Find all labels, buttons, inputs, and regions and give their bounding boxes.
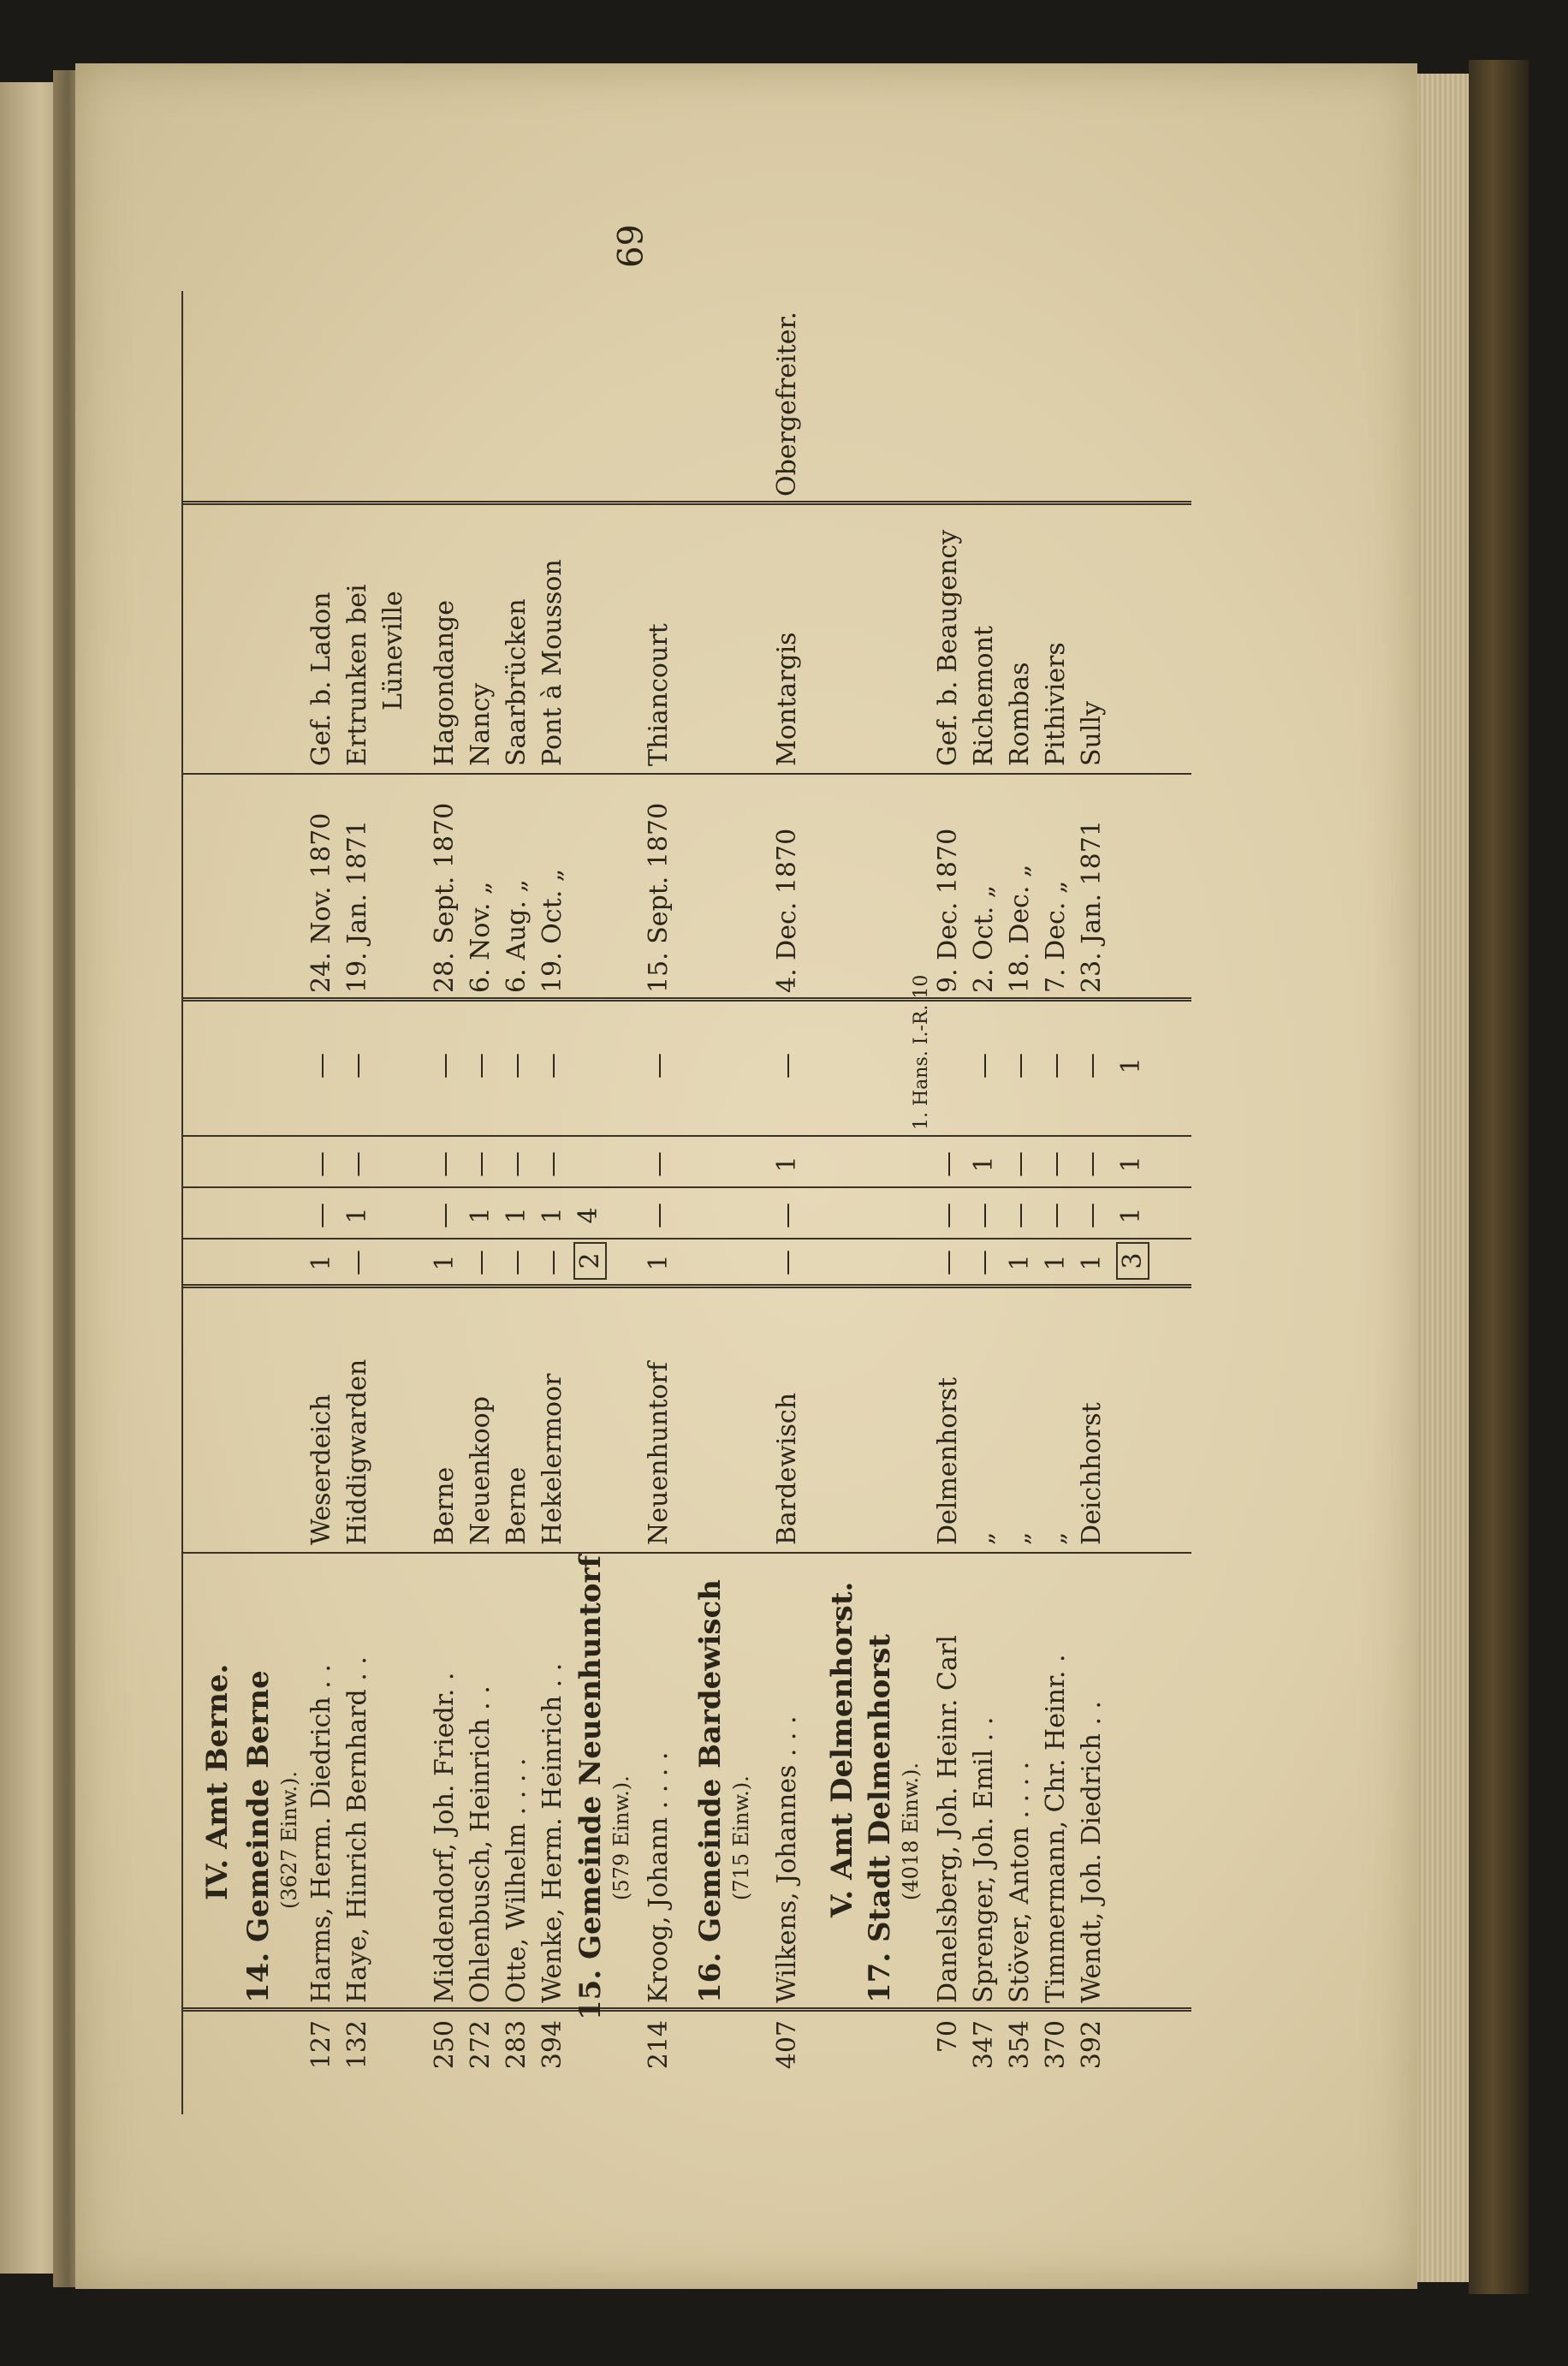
amt-heading: V. Amt Delmenhorst. bbox=[825, 1581, 859, 1917]
table-row bbox=[1077, 291, 1111, 2114]
count-col-4: — bbox=[466, 1053, 496, 1079]
table-row bbox=[772, 291, 806, 2114]
page-stack-edge bbox=[1417, 74, 1469, 2282]
subtotal-row bbox=[1116, 291, 1150, 2114]
location: Rombas bbox=[1005, 662, 1035, 766]
location: Richemont bbox=[969, 626, 999, 766]
date: 24. Nov. 1870 bbox=[306, 812, 336, 993]
location: Lüneville bbox=[378, 591, 408, 710]
count-col-2: — bbox=[969, 1203, 999, 1228]
count-col-1: 1 bbox=[1041, 1254, 1071, 1271]
count-col-3: — bbox=[1077, 1151, 1107, 1177]
count-col-3: — bbox=[430, 1151, 460, 1177]
soldier-name: Otte, Wilhelm . . . . bbox=[502, 1757, 532, 2003]
count-col-4: — bbox=[342, 1053, 372, 1079]
soldier-name: Wilkens, Johannes . . . bbox=[772, 1715, 802, 2003]
soldier-name: Wenke, Herm. Heinrich . . bbox=[538, 1662, 567, 2003]
population-note: (579 Einw.). bbox=[609, 1775, 633, 1900]
soldier-name: Timmermann, Chr. Heinr. . bbox=[1041, 1654, 1071, 2003]
location: Gef. b. Ladon bbox=[306, 592, 336, 766]
location: Pithiviers bbox=[1041, 642, 1071, 766]
count-col-3: — bbox=[933, 1151, 963, 1177]
count-col-1: 1 bbox=[430, 1254, 460, 1271]
count-col-2: 1 bbox=[342, 1207, 372, 1224]
home-place: „ bbox=[1005, 1531, 1035, 1545]
count-col-1: — bbox=[538, 1250, 567, 1275]
location: Montargis bbox=[772, 632, 802, 766]
count-col-1: — bbox=[772, 1250, 802, 1275]
table-row bbox=[1041, 291, 1075, 2114]
table-row bbox=[1005, 291, 1039, 2114]
roll-number: 347 bbox=[969, 2020, 999, 2070]
date: 6. Aug. „ bbox=[502, 879, 532, 993]
count-col-3: — bbox=[342, 1151, 372, 1177]
count-col-3: 1 bbox=[969, 1156, 999, 1173]
date: 2. Oct. „ bbox=[969, 884, 999, 993]
roll-number: 392 bbox=[1077, 2020, 1107, 2070]
count-col-3: — bbox=[1041, 1151, 1071, 1177]
subtotal-row bbox=[573, 291, 608, 2114]
table-row bbox=[466, 291, 500, 2114]
count-col-1: — bbox=[502, 1250, 532, 1275]
count-col-4: — bbox=[1005, 1053, 1035, 1079]
count-col-1: — bbox=[969, 1250, 999, 1275]
table-row bbox=[644, 291, 678, 2114]
casualty-table bbox=[181, 291, 1191, 2114]
roll-number: 283 bbox=[502, 2020, 532, 2070]
count-col-4: — bbox=[772, 1053, 802, 1079]
roll-number: 370 bbox=[1041, 2020, 1071, 2070]
home-place: Bardewisch bbox=[772, 1392, 802, 1545]
table-row bbox=[502, 291, 536, 2114]
soldier-name: Sprenger, Joh. Emil . . bbox=[969, 1716, 999, 2003]
date: 15. Sept. 1870 bbox=[644, 802, 674, 993]
date: 19. Oct. „ bbox=[538, 868, 567, 993]
location: Saarbrücken bbox=[502, 598, 532, 766]
count-col-4: — bbox=[502, 1053, 532, 1079]
roll-number: 250 bbox=[430, 2020, 460, 2070]
home-place: Hiddigwarden bbox=[342, 1358, 372, 1545]
count-col-4: — bbox=[1077, 1053, 1107, 1079]
population-note: (715 Einw.). bbox=[729, 1775, 753, 1900]
roll-number: 132 bbox=[342, 2020, 372, 2070]
table-row bbox=[378, 291, 413, 2114]
roll-number: 272 bbox=[466, 2020, 496, 2070]
gemeinde-heading: 16. Gemeinde Bardewisch bbox=[693, 1579, 728, 2003]
count-col-2: — bbox=[1077, 1203, 1107, 1228]
date: 6. Nov. „ bbox=[466, 881, 496, 993]
location: Hagondange bbox=[430, 599, 460, 766]
count-col-4: — bbox=[306, 1053, 336, 1079]
home-place: Neuenhuntorf bbox=[644, 1362, 674, 1545]
table-row bbox=[430, 291, 464, 2114]
count-col-1: — bbox=[933, 1250, 963, 1275]
population-note: (3627 Einw.). bbox=[277, 1770, 301, 1909]
date: 23. Jan. 1871 bbox=[1077, 820, 1107, 993]
location: Thiancourt bbox=[644, 623, 674, 766]
amt-heading: IV. Amt Berne. bbox=[200, 1663, 235, 1900]
roll-number: 214 bbox=[644, 2020, 674, 2070]
location: Sully bbox=[1077, 700, 1107, 766]
location: Nancy bbox=[466, 682, 496, 766]
roll-number: 394 bbox=[538, 2020, 567, 2070]
home-place: Weserdeich bbox=[306, 1394, 336, 1545]
subtotal-col-1: 2 bbox=[573, 1242, 607, 1280]
home-place: Hekelermoor bbox=[538, 1373, 567, 1545]
count-col-1: 1 bbox=[306, 1254, 336, 1271]
subtotal-col-4: 1 bbox=[1116, 1057, 1146, 1074]
count-col-4: — bbox=[430, 1053, 460, 1079]
table-row bbox=[969, 291, 1003, 2114]
count-col-2: — bbox=[306, 1203, 336, 1228]
count-col-4: — bbox=[1041, 1053, 1071, 1079]
location: Gef. b. Beaugency bbox=[933, 529, 963, 766]
count-col-3: — bbox=[644, 1151, 674, 1177]
location: Pont à Mousson bbox=[538, 559, 567, 766]
soldier-name: Stöver, Anton . . . . bbox=[1005, 1761, 1035, 2003]
population-note: (4018 Einw.). bbox=[899, 1762, 923, 1900]
count-col-2: — bbox=[772, 1203, 802, 1228]
count-col-4: — bbox=[644, 1053, 674, 1079]
count-col-1: — bbox=[342, 1250, 372, 1275]
subtotal-col-1: 3 bbox=[1116, 1242, 1149, 1280]
subtotal-col-2: 1 bbox=[1116, 1207, 1146, 1224]
count-col-2: 1 bbox=[466, 1207, 496, 1224]
count-col-2: — bbox=[644, 1203, 674, 1228]
soldier-name: Ohlenbusch, Heinrich . . bbox=[466, 1685, 496, 2003]
date: 7. Dec. „ bbox=[1041, 880, 1071, 993]
roll-number: 354 bbox=[1005, 2020, 1035, 2070]
table-row bbox=[342, 291, 377, 2114]
count-col-2: 1 bbox=[502, 1207, 532, 1224]
home-place: „ bbox=[1041, 1531, 1071, 1545]
count-col-1: 1 bbox=[1077, 1254, 1107, 1271]
remark: Obergefreiter. bbox=[772, 311, 802, 496]
count-col-4: — bbox=[538, 1053, 567, 1079]
gemeinde-heading: 14. Gemeinde Berne bbox=[241, 1670, 276, 2003]
date: 19. Jan. 1871 bbox=[342, 820, 372, 993]
count-col-3: — bbox=[502, 1151, 532, 1177]
count-col-3: 1 bbox=[772, 1156, 802, 1173]
date: 28. Sept. 1870 bbox=[430, 802, 460, 993]
gemeinde-heading: 15. Gemeinde Neuenhuntorf bbox=[573, 1555, 608, 2020]
subtotal-col-2: 4 bbox=[573, 1207, 603, 1224]
home-place: Berne bbox=[430, 1466, 460, 1545]
count-col-3: — bbox=[538, 1151, 567, 1177]
home-place: „ bbox=[969, 1531, 999, 1545]
home-place: Deichhorst bbox=[1077, 1402, 1107, 1545]
book-cover-edge bbox=[1469, 60, 1529, 2294]
count-col-2: — bbox=[430, 1203, 460, 1228]
soldier-name: Middendorf, Joh. Friedr. . bbox=[430, 1672, 460, 2003]
date: 9. Dec. 1870 bbox=[933, 828, 963, 993]
stadt-heading: 17. Stadt Delmenhorst bbox=[863, 1633, 897, 2003]
count-col-3: — bbox=[306, 1151, 336, 1177]
home-place: Berne bbox=[502, 1466, 532, 1545]
soldier-name: Kroog, Johann . . . . bbox=[644, 1751, 674, 2003]
soldier-name: Danelsberg, Joh. Heinr. Carl bbox=[933, 1635, 963, 2003]
table-row bbox=[538, 291, 572, 2114]
subtotal-col-3: 1 bbox=[1116, 1156, 1146, 1173]
home-place: Delmenhorst bbox=[933, 1376, 963, 1545]
table-top-rule bbox=[181, 291, 183, 2114]
roll-number: 407 bbox=[772, 2020, 802, 2070]
date: 18. Dec. „ bbox=[1005, 864, 1035, 993]
count-col-2: 1 bbox=[538, 1207, 567, 1224]
roll-number: 70 bbox=[933, 2020, 963, 2054]
soldier-name: Harms, Herm. Diedrich . . bbox=[306, 1664, 336, 2003]
count-col-2: — bbox=[1041, 1203, 1071, 1228]
count-col-1: 1 bbox=[1005, 1254, 1035, 1271]
count-col-2: — bbox=[933, 1203, 963, 1228]
home-place: Neuenkoop bbox=[466, 1396, 496, 1545]
count-col-4: — bbox=[969, 1053, 999, 1079]
page-number: 69 bbox=[609, 224, 648, 268]
count-col-1: 1 bbox=[644, 1254, 674, 1271]
soldier-name: Wendt, Joh. Diedrich . . bbox=[1077, 1700, 1107, 2003]
count-col-2: — bbox=[1005, 1203, 1035, 1228]
count-col-4-unit: 1. Hans. I.-R. 10 bbox=[911, 974, 932, 1130]
date: 4. Dec. 1870 bbox=[772, 828, 802, 993]
count-col-3: — bbox=[1005, 1151, 1035, 1177]
location: Ertrunken bei bbox=[342, 584, 372, 766]
table-row bbox=[306, 291, 341, 2114]
count-col-1: — bbox=[466, 1250, 496, 1275]
count-col-3: — bbox=[466, 1151, 496, 1177]
roll-number: 127 bbox=[306, 2020, 336, 2070]
soldier-name: Haye, Hinrich Bernhard . . bbox=[342, 1656, 372, 2003]
